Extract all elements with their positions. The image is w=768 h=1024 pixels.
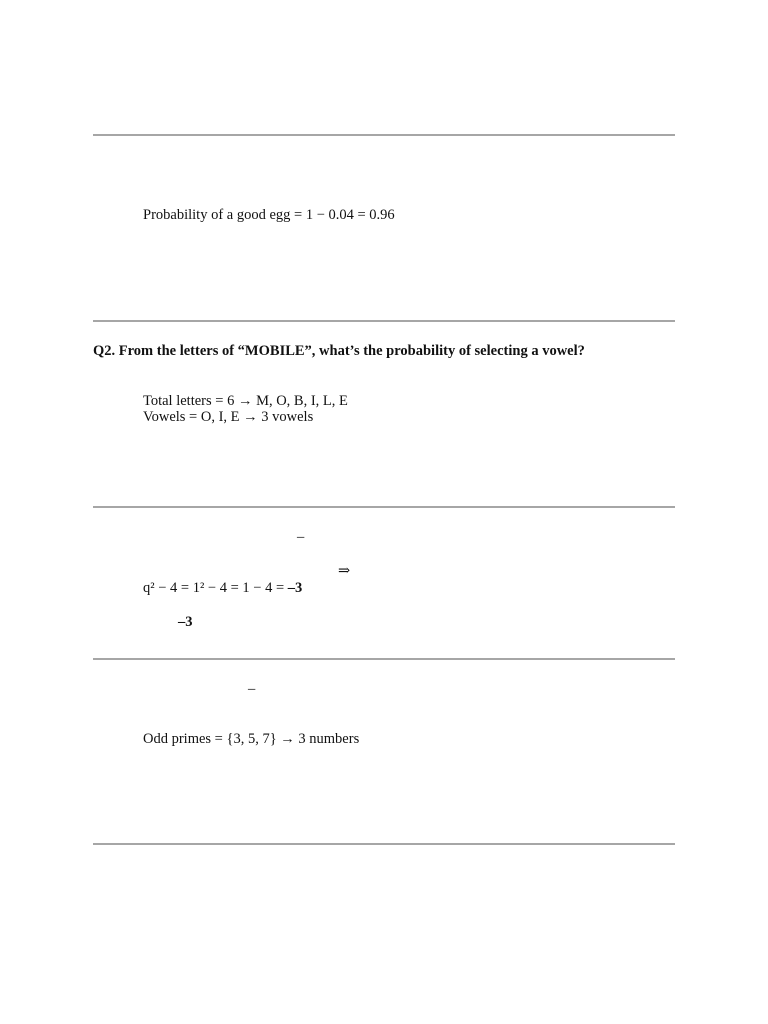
odd-primes-line: Odd primes = {3, 5, 7} → 3 numbers: [143, 731, 360, 747]
section-3-dash: –: [297, 529, 305, 545]
section-3-result: –3: [178, 614, 193, 630]
equation-result: –3: [287, 580, 303, 596]
divider-5: [93, 843, 675, 845]
vowels-line: Vowels = O, I, E → 3 vowels: [143, 409, 314, 425]
divider-3: [93, 506, 675, 508]
divider-4: [93, 658, 675, 660]
divider-2: [93, 320, 675, 322]
good-egg-probability: Probability of a good egg = 1 − 0.04 = 0.96: [143, 207, 395, 223]
implies-symbol: ⇒: [338, 563, 351, 579]
question-2-heading: Q2. From the letters of “MOBILE”, what’s the probability of selecting a vowel?: [93, 343, 585, 359]
divider-1: [93, 134, 675, 136]
equation-line: [143, 580, 302, 597]
total-letters-line: Total letters = 6 → M, O, B, I, L, E: [143, 393, 348, 409]
section-4-dash: –: [248, 681, 256, 697]
equation-prefix: q² − 4 = 1² − 4 = 1 − 4 =: [143, 580, 288, 596]
